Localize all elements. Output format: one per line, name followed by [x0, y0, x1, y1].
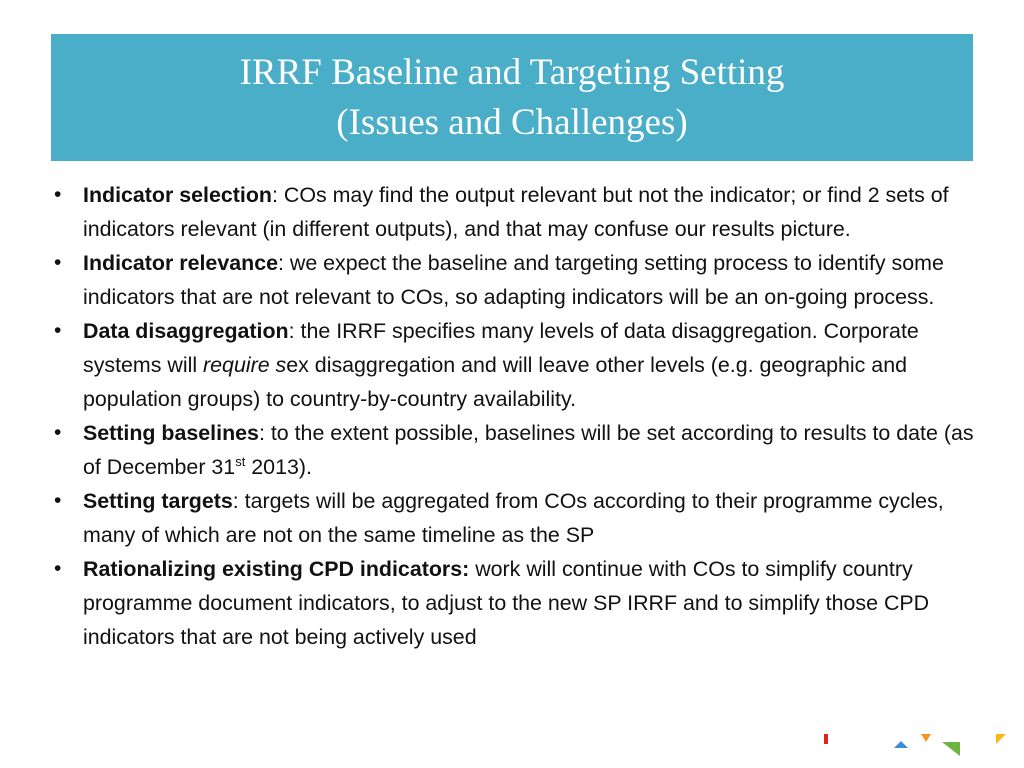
bullet-data-disaggregation [50, 314, 990, 416]
title-banner [51, 34, 973, 161]
bullet-text: work will continue with COs to simplify country programme document indicators, to adjust to the new SP IRRF and to simplify those CPD indicators that are not being actively used [83, 557, 930, 649]
ordinal-superscript: st [235, 453, 246, 469]
bullet-text-continued: 2013). [245, 455, 312, 479]
bullet-rationalizing-cpd [50, 552, 990, 654]
bullet-term: Indicator selection [83, 183, 272, 207]
bullet-list [50, 178, 990, 654]
deco-yellow-triangle [996, 734, 1006, 744]
bullet-term: Indicator relevance [83, 251, 278, 275]
bullet-dot: • [54, 489, 62, 512]
bullet-dot: • [54, 251, 62, 274]
bullet-text: : targets will be aggregated from COs according to their programme cycles, many of which are not on the same timeline as the SP [83, 489, 944, 547]
bullet-term: Setting targets [83, 489, 233, 513]
bullet-text: : to the extent possible, baselines will be set according to results to date (as of December 31 [83, 421, 974, 479]
bullet-indicator-relevance [50, 246, 990, 314]
bullet-text: : we expect the baseline and targeting setting process to identify some indicators that are not relevant to COs, so adapting indicators will be an on-going process. [83, 251, 944, 309]
decorative-shapes [820, 730, 1024, 768]
bullet-setting-targets [50, 484, 990, 552]
bullet-text: : COs may find the output relevant but not the indicator; or find 2 sets of indicators relevant (in different outputs), and that may confuse our results picture. [83, 183, 949, 241]
bullet-indicator-selection [50, 178, 990, 246]
bullet-dot: • [54, 557, 62, 580]
bullet-dot: • [54, 183, 62, 206]
bullet-term: Setting baselines [83, 421, 259, 445]
bullet-term: Data disaggregation [83, 319, 289, 343]
bullet-text-continued: ex disaggregation and will leave other levels (e.g. geographic and population groups) to country-by-country availability. [83, 353, 907, 411]
bullet-term: Rationalizing existing CPD indicators: [83, 557, 470, 581]
deco-red-mark [824, 734, 828, 744]
bullet-emphasis: require s [203, 353, 287, 377]
slide-title-line-1: IRRF Baseline and Targeting Setting [239, 51, 785, 93]
bullet-dot: • [54, 319, 62, 342]
bullet-text: : the IRRF specifies many levels of data disaggregation. Corporate systems will [83, 319, 919, 377]
bullet-dot: • [54, 421, 62, 444]
deco-blue-triangle [894, 741, 908, 748]
deco-green-triangle [942, 742, 960, 756]
slide-title-line-2: (Issues and Challenges) [336, 101, 688, 143]
bullet-setting-baselines [50, 416, 990, 484]
deco-orange-triangle [921, 734, 931, 742]
